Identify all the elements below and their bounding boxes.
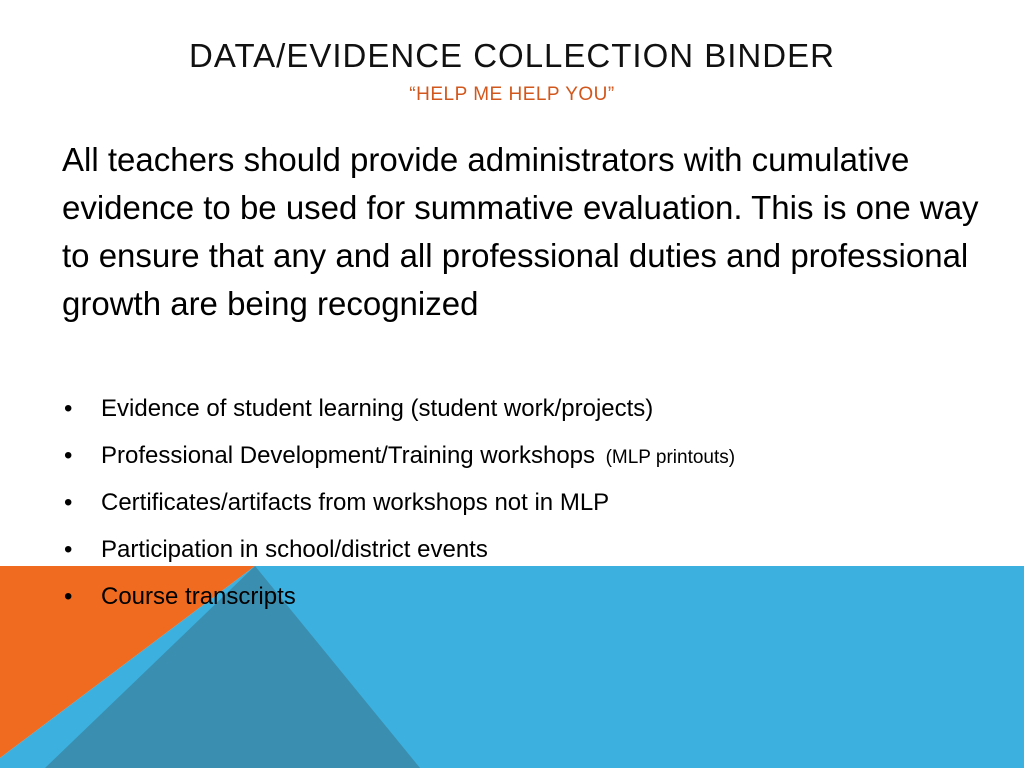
bullet-text: Participation in school/district events xyxy=(101,536,488,563)
bullet-note: (MLP printouts) xyxy=(605,447,736,468)
bullet-item xyxy=(62,486,962,520)
slide-title: DATA/EVIDENCE COLLECTION BINDER xyxy=(189,37,835,74)
bullet-marker: • xyxy=(64,442,73,469)
bullet-item xyxy=(62,580,962,614)
bullet-marker: • xyxy=(64,583,73,610)
bullet-item xyxy=(62,439,962,473)
slide-subtitle: “HELP ME HELP YOU” xyxy=(409,84,615,105)
bullet-marker: • xyxy=(64,489,73,516)
bullet-text: Course transcripts xyxy=(101,583,296,610)
bullet-text: Evidence of student learning (student work/projects) xyxy=(101,395,654,422)
title-block xyxy=(0,36,1024,108)
bullet-marker: • xyxy=(64,395,73,422)
bullet-item xyxy=(62,392,962,426)
bullet-item xyxy=(62,533,962,567)
bullet-text: Certificates/artifacts from workshops not in MLP xyxy=(101,489,610,516)
intro-paragraph: All teachers should provide administrators with cumulative evidence to be used for summative evaluation. This is one way to ensure that any and all professional duties and professional growth are being recognized xyxy=(62,141,979,322)
bullet-text: Professional Development/Training workshops xyxy=(101,442,596,469)
bullet-list xyxy=(62,392,962,627)
bullet-marker: • xyxy=(64,536,73,563)
